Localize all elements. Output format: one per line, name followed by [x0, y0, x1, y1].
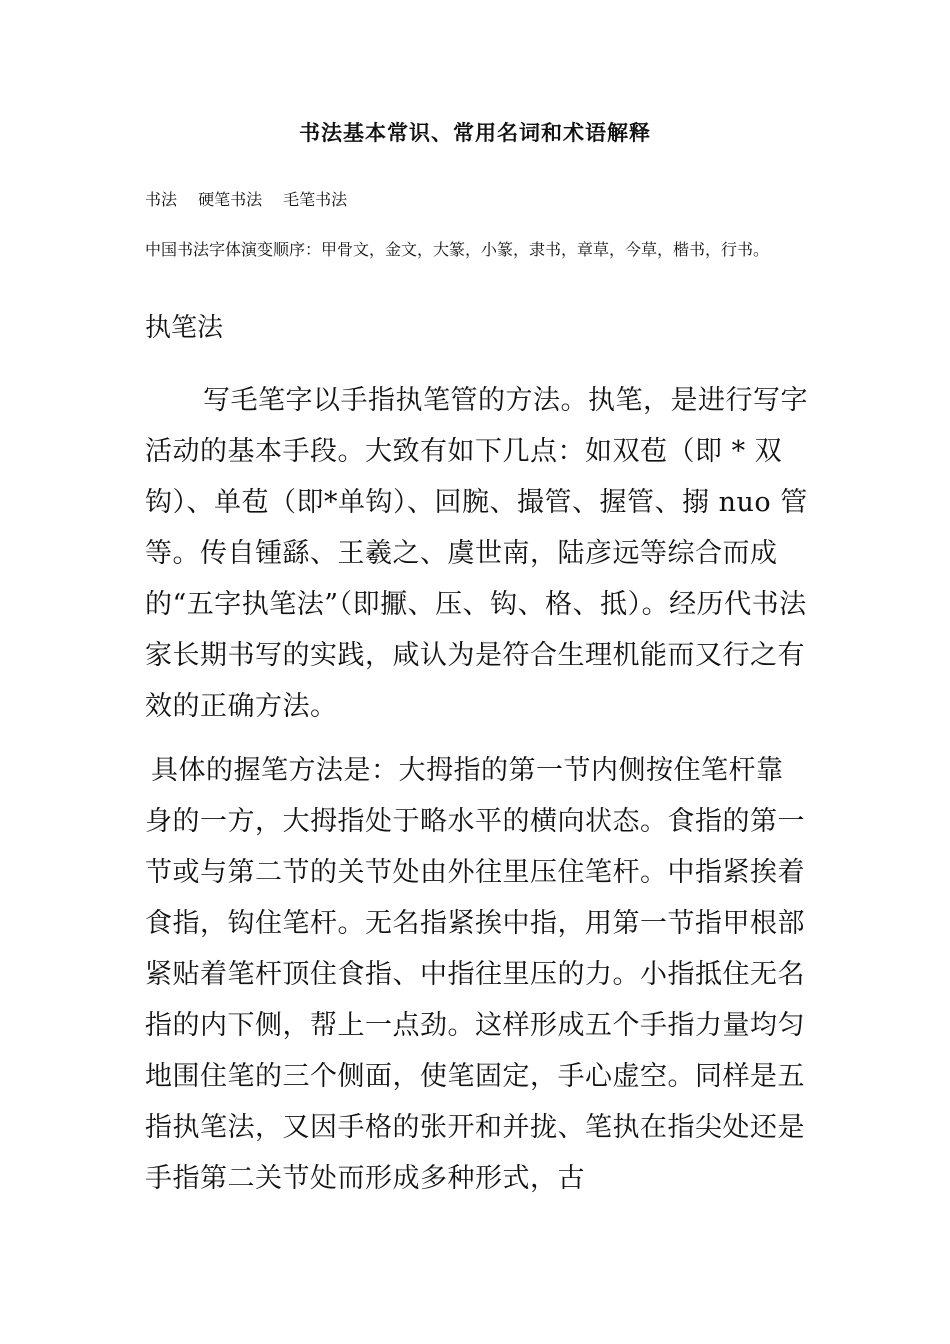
section-heading: 执笔法 [145, 313, 224, 343]
tags-line: 书法 硬笔书法 毛笔书法 [145, 190, 348, 209]
document-title: 书法基本常识、常用名词和术语解释 [299, 121, 651, 145]
paragraph-2: 具体的握笔方法是：大拇指的第一节内侧按住笔杆靠身的一方，大拇指处于略水平的横向状态。食指的第一节或与第二节的关节处由外往里压住笔杆。中指紧挨着食指，钩住笔杆。无名指紧挨中指，用第一节指甲根部紧贴着笔杆顶住食指、中指往里压的力。小指抵住无名指的内下侧，帮上一点劲。这样形成五个手指力量均匀地围住笔的三个侧面，使笔固定，手心虚空。同样是五指执笔法，又因手格的张开和并拢、笔执在指尖处还是手指第二关节处而形成多种形式，古 [145, 755, 805, 1194]
script-order-text: 中国书法字体演变顺序：甲骨文，金文，大篆，小篆，隶书，章草，今草，楷书，行书。 [145, 240, 770, 259]
paragraph-1: 写毛笔字以手指执笔管的方法。执笔，是进行写字活动的基本手段。大致有如下几点：如双苞（即 * 双钩）、单苞（即*单钩）、回腕、撮管、握管、搦 nuo 管等。传自锺繇、王羲之、虞世南，陆彦远等综合而成的“五字执笔法”（即擫、压、钩、格、抵）。经历代书法家长期书写的实践，咸认为是符合生理机能而又行之有效的正确方法。 [145, 385, 808, 722]
